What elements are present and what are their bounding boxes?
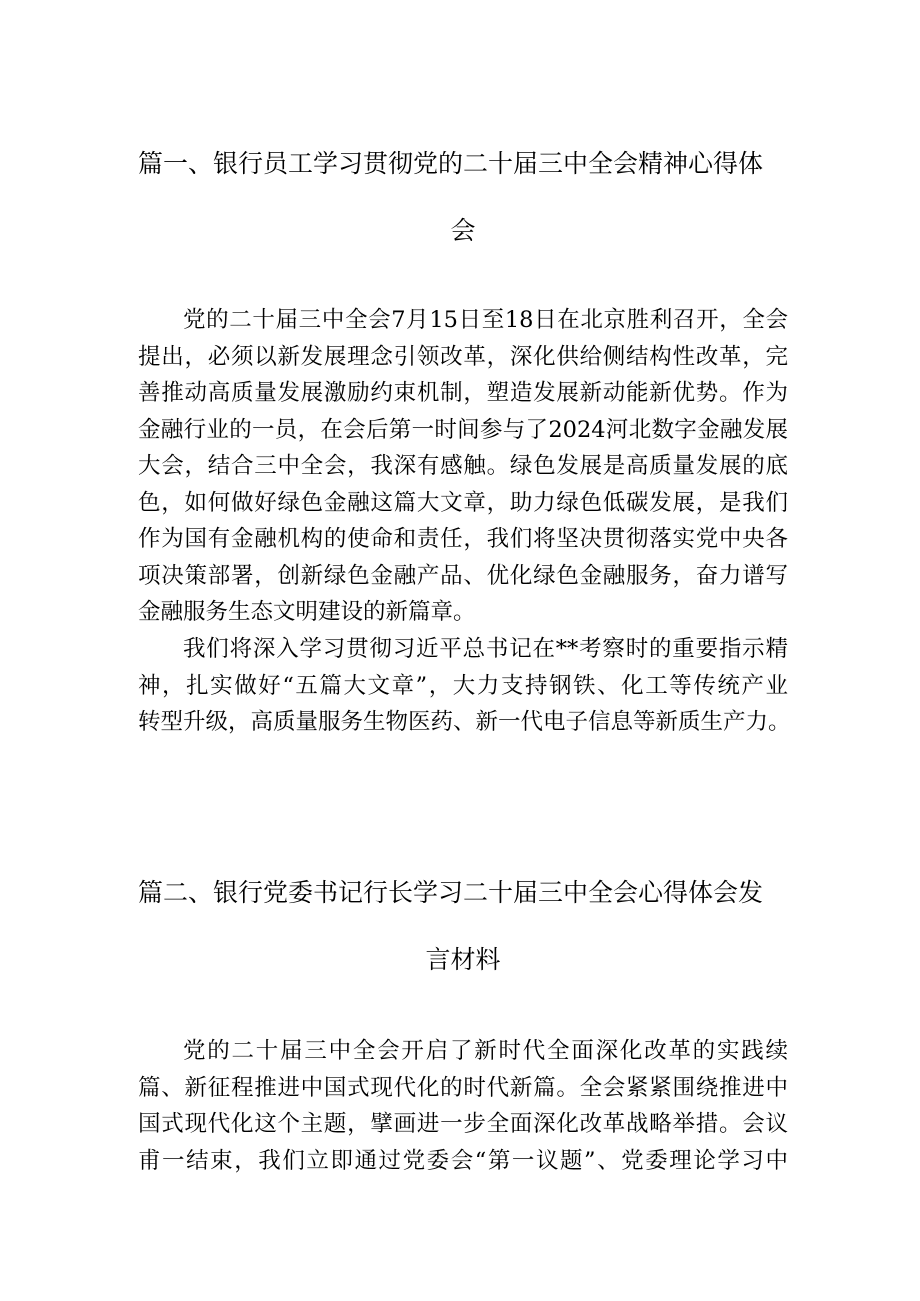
section-2-title xyxy=(138,875,788,978)
paragraph-line: 项决策部署，创新绿色金融产品、优化绿色金融服务，奋力谱写 xyxy=(138,562,788,589)
paragraph-line: 金融行业的一员，在会后第一时间参与了2024河北数字金融发展 xyxy=(138,416,788,443)
paragraph-line: 大会，结合三中全会，我深有感触。绿色发展是高质量发展的底 xyxy=(138,453,788,479)
section-2-title-line-1: 篇二、银行党委书记行长学习二十届三中全会心得体会发 xyxy=(138,878,764,907)
section-1-paragraph-1 xyxy=(138,302,788,631)
paragraph-line: 色，如何做好绿色金融这篇大文章，助力绿色低碳发展，是我们 xyxy=(138,489,788,516)
paragraph-line: 党的二十届三中全会7月15日至18日在北京胜利召开，全会 xyxy=(183,307,788,333)
section-1-title xyxy=(138,146,788,249)
paragraph-line: 转型升级，高质量服务生物医药、新一代电子信息等新质生产力。 xyxy=(138,709,791,735)
section-1-title-line-1: 篇一、银行员工学习贯彻党的二十届三中全会精神心得体 xyxy=(138,149,764,178)
section-1-paragraph-2 xyxy=(138,631,791,741)
paragraph-line: 神，扎实做好“五篇大文章”，大力支持钢铁、化工等传统产业 xyxy=(138,672,788,699)
section-2-title-line-2: 言材料 xyxy=(425,945,501,974)
paragraph-line: 作为国有金融机构的使命和责任，我们将坚决贯彻落实党中央各 xyxy=(138,526,788,552)
section-2-paragraph-1 xyxy=(138,1033,788,1179)
paragraph-line: 篇、新征程推进中国式现代化的时代新篇。全会紧紧围绕推进中 xyxy=(138,1074,788,1101)
section-1-title-line-2: 会 xyxy=(450,216,476,245)
paragraph-line: 提出，必须以新发展理念引领改革，深化供给侧结构性改革，完 xyxy=(138,343,788,370)
paragraph-line: 甫一结束，我们立即通过党委会“第一议题”、党委理论学习中 xyxy=(138,1147,788,1174)
paragraph-line: 党的二十届三中全会开启了新时代全面深化改革的实践续 xyxy=(183,1038,788,1064)
paragraph-line: 金融服务生态文明建设的新篇章。 xyxy=(138,599,476,625)
paragraph-line: 国式现代化这个主题，擘画进一步全面深化改革战略举措。会议 xyxy=(138,1111,788,1137)
paragraph-line: 我们将深入学习贯彻习近平总书记在**考察时的重要指示精 xyxy=(183,636,788,662)
paragraph-line: 善推动高质量发展激励约束机制，塑造发展新动能新优势。作为 xyxy=(138,380,788,406)
